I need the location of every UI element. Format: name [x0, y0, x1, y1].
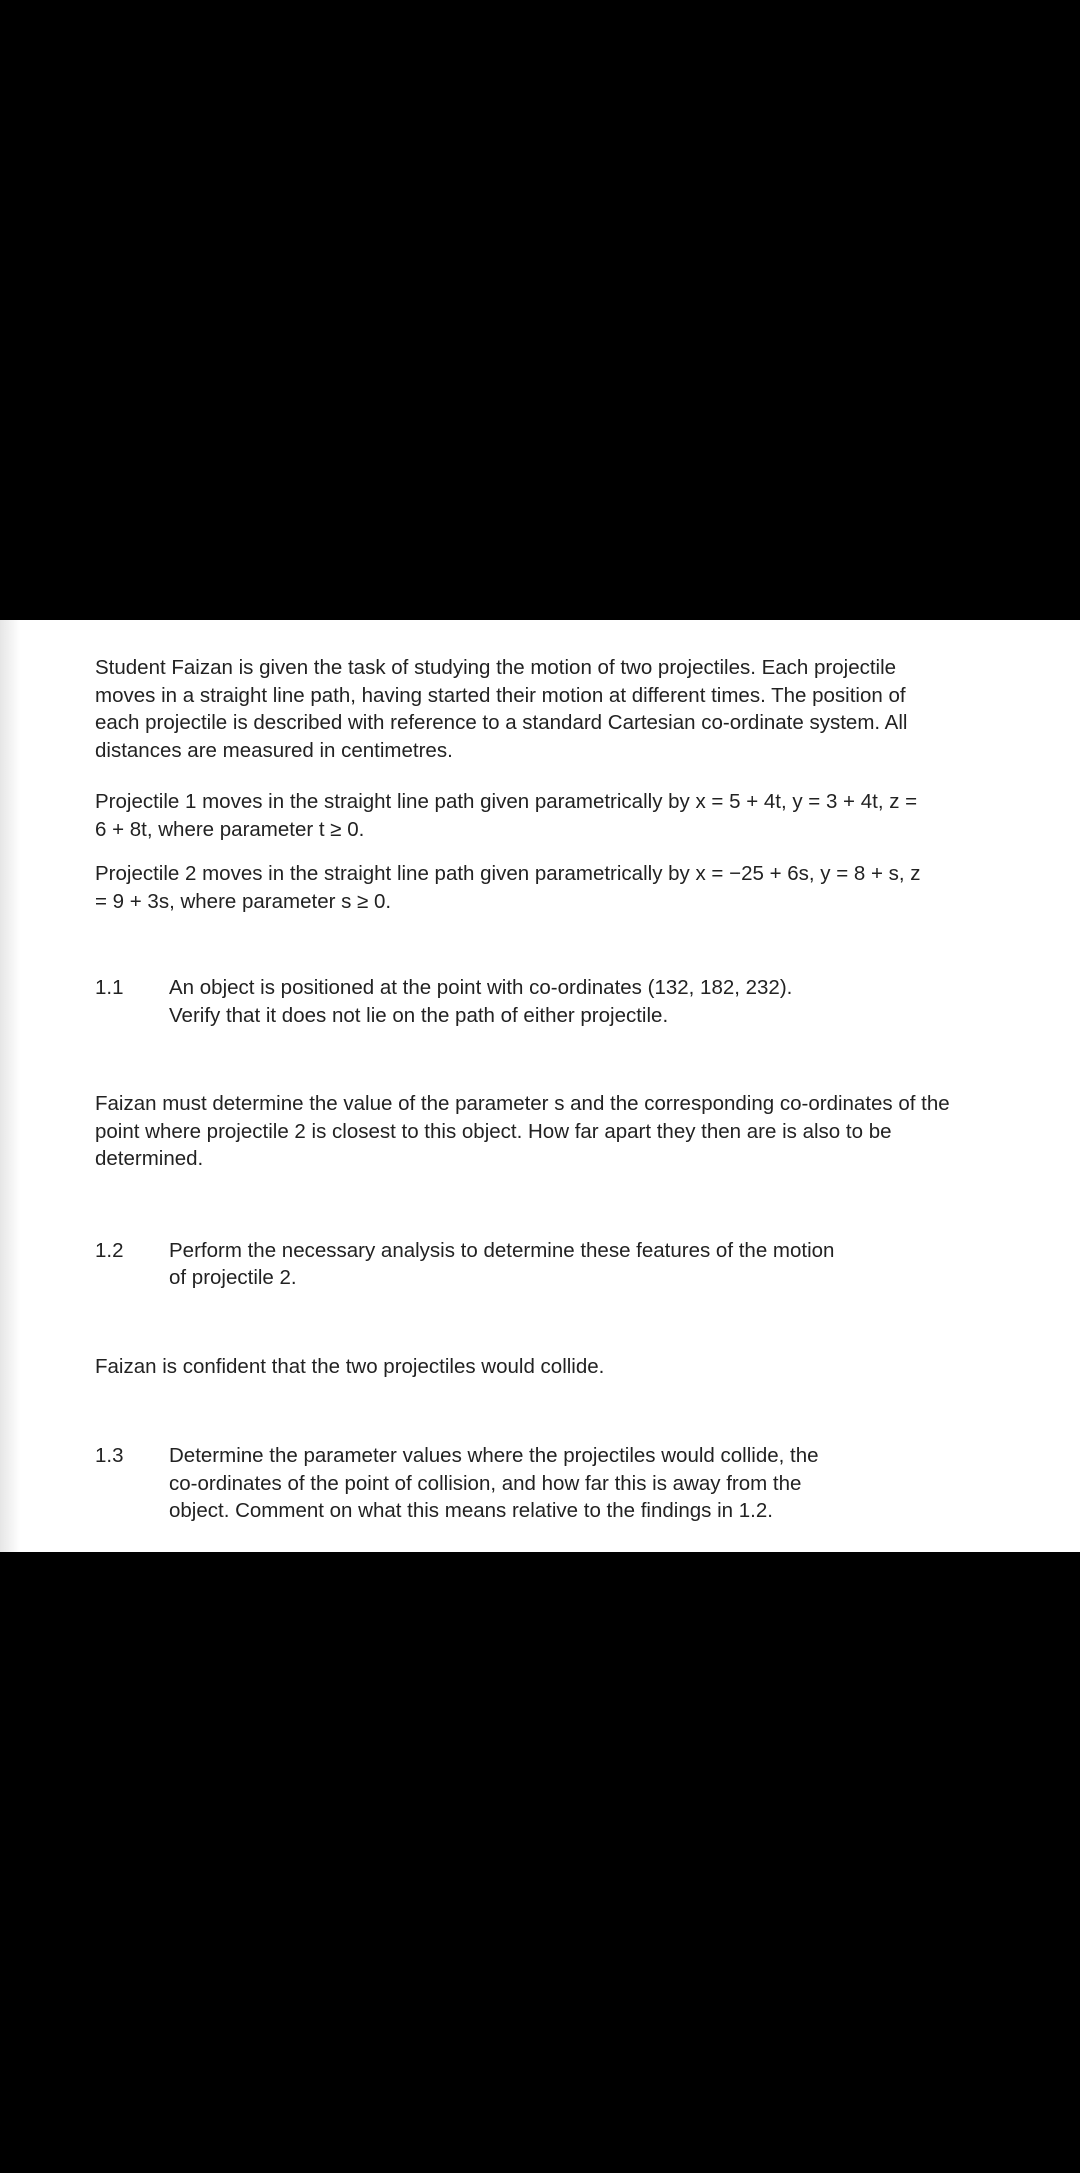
- question-number: 1.2: [95, 1238, 124, 1262]
- context-paragraph-2: Faizan must determine the value of the parameter s and the corresponding co-ordinates of the point where projectile 2 is closest to this object. How far apart they then are is also to be determined.: [95, 1092, 950, 1170]
- projectile-1-paragraph: Projectile 1 moves in the straight line path given parametrically by x = 5 + 4t, y = 3 + 4t, z = 6 + 8t, where parameter t ≥ 0.: [95, 790, 918, 841]
- document-content: [95, 654, 975, 1525]
- question-1-3: [95, 1442, 975, 1525]
- question-text: An object is positioned at the point with co-ordinates (132, 182, 232). Verify that it does not lie on the path of either projectile.: [169, 976, 793, 1027]
- question-1-1: [95, 974, 975, 1029]
- page-edge-shadow: [0, 620, 20, 1552]
- question-text: Determine the parameter values where the projectiles would collide, the co-ordinates of the point of collision, and how far this is away from the object. Comment on what this means relative to the findings in 1.2.: [169, 1444, 819, 1522]
- question-number: 1.3: [95, 1444, 124, 1467]
- question-text: Perform the necessary analysis to determine these features of the motion of projectile 2.: [169, 1238, 835, 1289]
- context-paragraph-3: Faizan is confident that the two projectiles would collide.: [95, 1354, 605, 1378]
- intro-paragraph: Student Faizan is given the task of studying the motion of two projectiles. Each projectile moves in a straight line path, having started their motion at different times. The position of each projectile is described with reference to a standard Cartesian co-ordinate system. All distances are measured in centimetres.: [95, 656, 908, 762]
- document-page: [0, 620, 1080, 1552]
- question-1-2: [95, 1237, 975, 1292]
- question-number: 1.1: [95, 976, 124, 999]
- projectile-2-paragraph: Projectile 2 moves in the straight line path given parametrically by x = −25 + 6s, y = 8 + s, z = 9 + 3s, where parameter s ≥ 0.: [95, 862, 921, 913]
